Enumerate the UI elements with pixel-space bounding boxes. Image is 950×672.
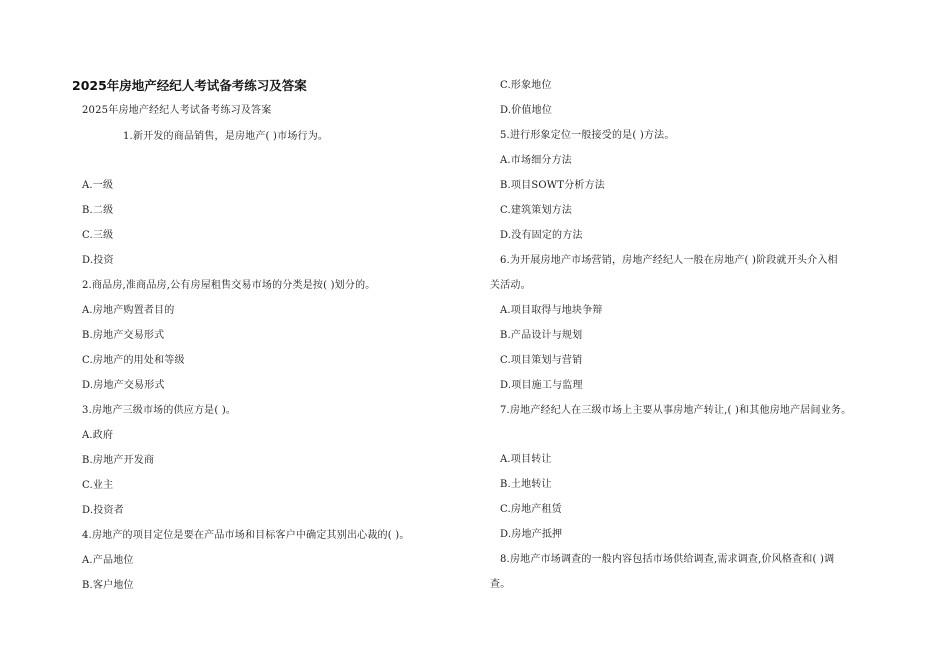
option-3a: A.政府 [82, 430, 114, 441]
option-6b: B.产品设计与规划 [500, 330, 583, 341]
option-1c: C.三级 [82, 230, 114, 241]
question-8-continued: 查。 [490, 579, 511, 590]
question-5: 5.进行形象定位一般接受的是( )方法。 [500, 130, 675, 141]
option-7d: D.房地产抵押 [500, 529, 563, 540]
option-3c: C.业主 [82, 480, 114, 491]
option-2b: B.房地产交易形式 [82, 330, 165, 341]
question-2: 2.商品房,准商品房,公有房屋租售交易市场的分类是按( )划分的。 [82, 280, 376, 291]
option-7c: C.房地产租赁 [500, 504, 562, 515]
option-5c: C.建筑策划方法 [500, 205, 573, 216]
option-7a: A.项目转让 [500, 454, 552, 465]
option-6c: C.项目策划与营销 [500, 355, 583, 366]
question-3: 3.房地产三级市场的供应方是( )。 [82, 405, 237, 416]
question-4: 4.房地产的项目定位是要在产品市场和目标客户中确定其别出心裁的( )。 [82, 530, 410, 541]
option-6a: A.项目取得与地块争辩 [500, 305, 603, 316]
option-2a: A.房地产购置者目的 [82, 305, 175, 316]
option-5a: A.市场细分方法 [500, 155, 573, 166]
option-1b: B.二级 [82, 205, 114, 216]
option-5d: D.没有固定的方法 [500, 230, 583, 241]
option-2d: D.房地产交易形式 [82, 380, 165, 391]
option-7b: B.土地转让 [500, 479, 552, 490]
option-2c: C.房地产的用处和等级 [82, 355, 185, 366]
option-1a: A.一级 [82, 180, 114, 191]
option-4b: B.客户地位 [82, 580, 134, 591]
option-6d: D.项目施工与监理 [500, 380, 583, 391]
question-7: 7.房地产经纪人在三级市场上主要从事房地产转让,( )和其他房地产居间业务。 [500, 405, 852, 416]
option-4c: C.形象地位 [500, 80, 552, 91]
question-6: 6.为开展房地产市场营销，房地产经纪人一般在房地产( )阶段就开头介入相 [500, 255, 838, 266]
question-8: 8.房地产市场调查的一般内容包括市场供给调查,需求调查,价风格查和( )调 [500, 554, 835, 565]
option-1d: D.投资 [82, 255, 114, 266]
question-1: 1.新开发的商品销售，是房地产( )市场行为。 [123, 131, 329, 142]
question-6-continued: 关活动。 [490, 280, 531, 291]
option-4d: D.价值地位 [500, 105, 553, 116]
option-4a: A.产品地位 [82, 555, 134, 566]
document-title: 2025年房地产经纪人考试备考练习及答案 [72, 78, 307, 93]
document-subtitle: 2025年房地产经纪人考试备考练习及答案 [82, 105, 272, 116]
option-3b: B.房地产开发商 [82, 455, 155, 466]
option-3d: D.投资者 [82, 505, 124, 516]
option-5b: B.项目SOWT分析方法 [500, 180, 605, 191]
